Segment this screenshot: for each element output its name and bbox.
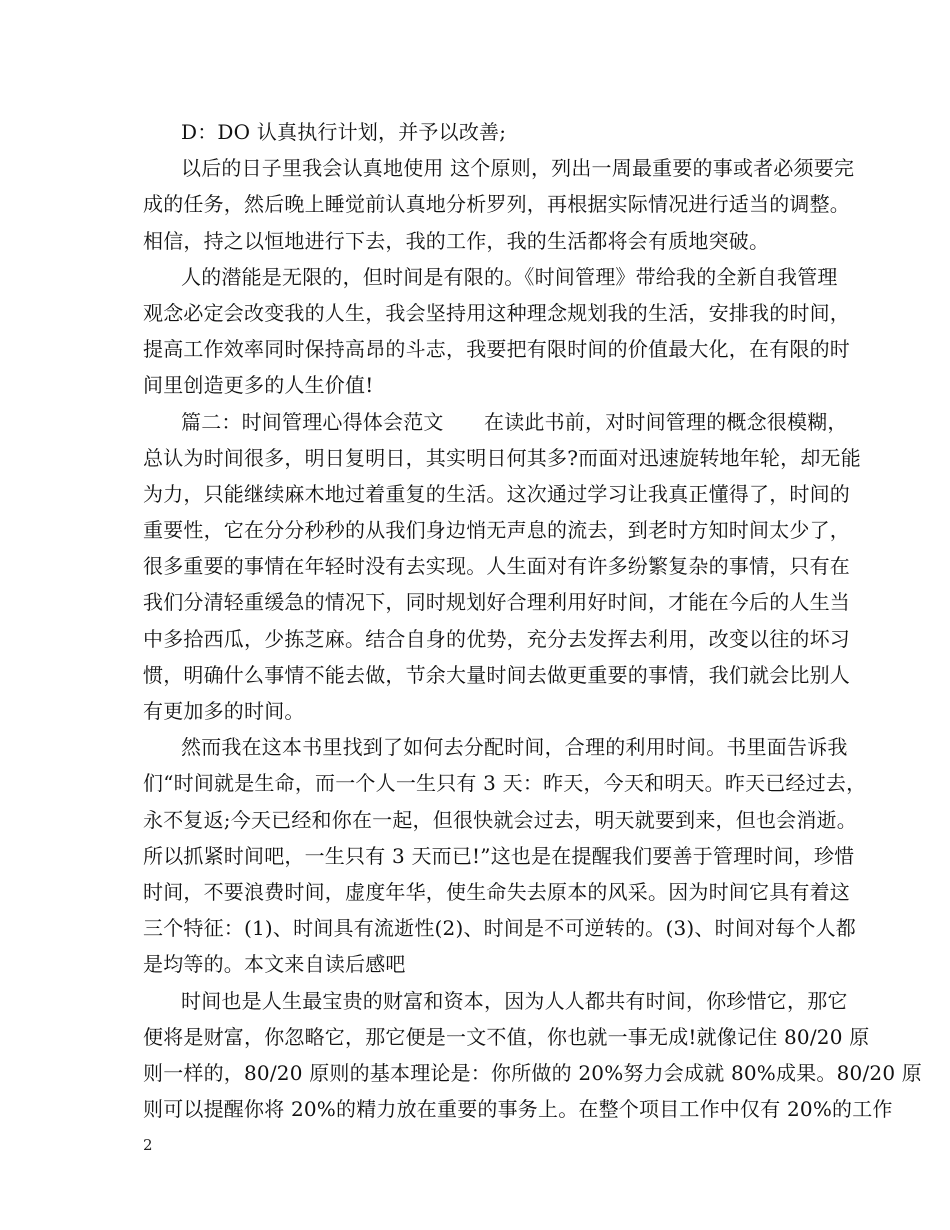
text-line: 篇二：时间管理心得体会范文 在读此书前，对时间管理的概念很模糊，: [181, 409, 848, 434]
page-number: 2: [143, 1136, 153, 1154]
text-line: 成的任务，然后晚上睡觉前认真地分析罗列，再根据实际情况进行适当的调整。: [143, 192, 850, 217]
text-line: 所以抓紧时间吧，一生只有 3 天而已!”这也是在提醒我们要善于管理时间，珍惜: [143, 843, 855, 868]
text-line: 间里创造更多的人生价值!: [143, 373, 374, 398]
text-line: 三个特征：(1)、时间具有流逝性(2)、时间是不可逆转的。(3)、时间对每个人都: [143, 916, 856, 941]
text-line: 们“时间就是生命，而一个人一生只有 3 天：昨天，今天和明天。昨天已经过去，: [143, 771, 867, 796]
text-line: 重要性，它在分分秒秒的从我们身边悄无声息的流去，到老时方知时间太少了，: [143, 518, 850, 543]
text-line: 很多重要的事情在年轻时没有去实现。人生面对有许多纷繁复杂的事情，只有在: [143, 554, 850, 579]
text-line: 以后的日子里我会认真地使用 这个原则，列出一周最重要的事或者必须要完: [181, 156, 855, 181]
text-line: 时间，不要浪费时间，虚度年华，使生命失去原本的风采。因为时间它具有着这: [143, 879, 850, 904]
text-line: 我们分清轻重缓急的情况下，同时规划好合理利用好时间，才能在今后的人生当: [143, 590, 850, 615]
text-line: 则一样的，80/20 原则的基本理论是：你所做的 20%努力会成就 80%成果。80/20 原: [143, 1060, 923, 1085]
text-line: 总认为时间很多，明日复明日，其实明日何其多?而面对迅速旋转地年轮，却无能: [143, 445, 861, 470]
text-line: 惯，明确什么事情不能去做，节余大量时间去做更重要的事情，我们就会比别人: [143, 662, 850, 687]
text-line: 则可以提醒你将 20%的精力放在重要的事务上。在整个项目工作中仅有 20%的工作: [143, 1097, 893, 1122]
text-line: D：DO 认真执行计划，并予以改善;: [181, 120, 507, 144]
text-line: 中多拾西瓜，少拣芝麻。结合自身的优势，充分去发挥去利用，改变以往的坏习: [143, 626, 850, 651]
document-body: [143, 114, 923, 1127]
text-line: 观念必定会改变我的人生，我会坚持用这种理念规划我的生活，安排我的时间，: [143, 300, 850, 325]
text-line: 是均等的。本文来自读后感吧: [143, 952, 406, 977]
text-line: 时间也是人生最宝贵的财富和资本，因为人人都共有时间，你珍惜它，那它: [181, 988, 848, 1013]
text-line: 相信，持之以恒地进行下去，我的工作，我的生活都将会有质地突破。: [143, 228, 770, 253]
text-line: 永不复返;今天已经和你在一起，但很快就会过去，明天就要到来，但也会消逝。: [143, 807, 857, 832]
text-line: 人的潜能是无限的，但时间是有限的。《时间管理》带给我的全新自我管理: [181, 264, 838, 289]
text-line: 提高工作效率同时保持高昂的斗志，我要把有限时间的价值最大化，在有限的时: [143, 337, 850, 362]
text-line: 有更加多的时间。: [143, 699, 305, 723]
text-line: 便将是财富，你忽略它，那它便是一文不值，你也就一事无成!就像记住 80/20 原: [143, 1024, 870, 1049]
text-line: 为力，只能继续麻木地过着重复的生活。这次通过学习让我真正懂得了，时间的: [143, 481, 850, 506]
text-line: 然而我在这本书里找到了如何去分配时间，合理的利用时间。书里面告诉我: [181, 735, 848, 760]
